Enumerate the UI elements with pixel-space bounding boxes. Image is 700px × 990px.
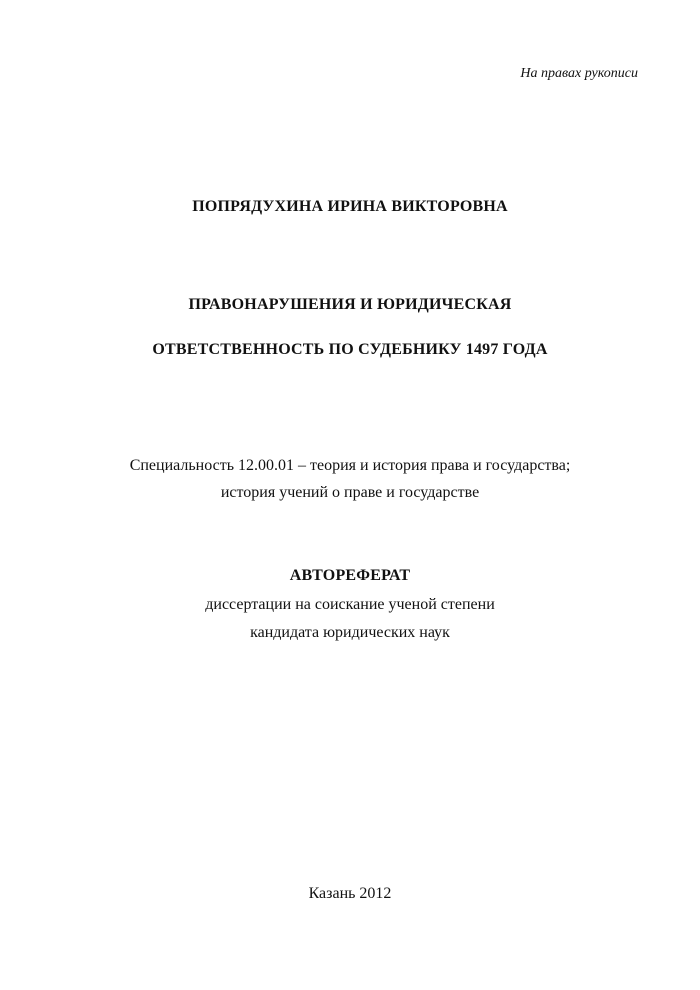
- document-purpose-line-1: диссертации на соискание ученой степени: [205, 596, 495, 613]
- title-line-1: ПРАВОНАРУШЕНИЯ И ЮРИДИЧЕСКАЯ: [188, 296, 512, 313]
- place-and-year: Казань 2012: [308, 885, 392, 902]
- document-purpose-line-2: кандидата юридических наук: [250, 624, 450, 641]
- specialty-line-2: история учений о праве и государстве: [220, 484, 480, 501]
- specialty-line-1: Специальность 12.00.01 – теория и история права и государства;: [129, 457, 571, 474]
- author-name: ПОПРЯДУХИНА ИРИНА ВИКТОРОВНА: [192, 198, 508, 215]
- manuscript-note: На правах рукописи: [520, 66, 638, 81]
- title-line-2: ОТВЕТСТВЕННОСТЬ ПО СУДЕБНИКУ 1497 ГОДА: [152, 341, 548, 358]
- document-type-heading: АВТОРЕФЕРАТ: [289, 567, 411, 584]
